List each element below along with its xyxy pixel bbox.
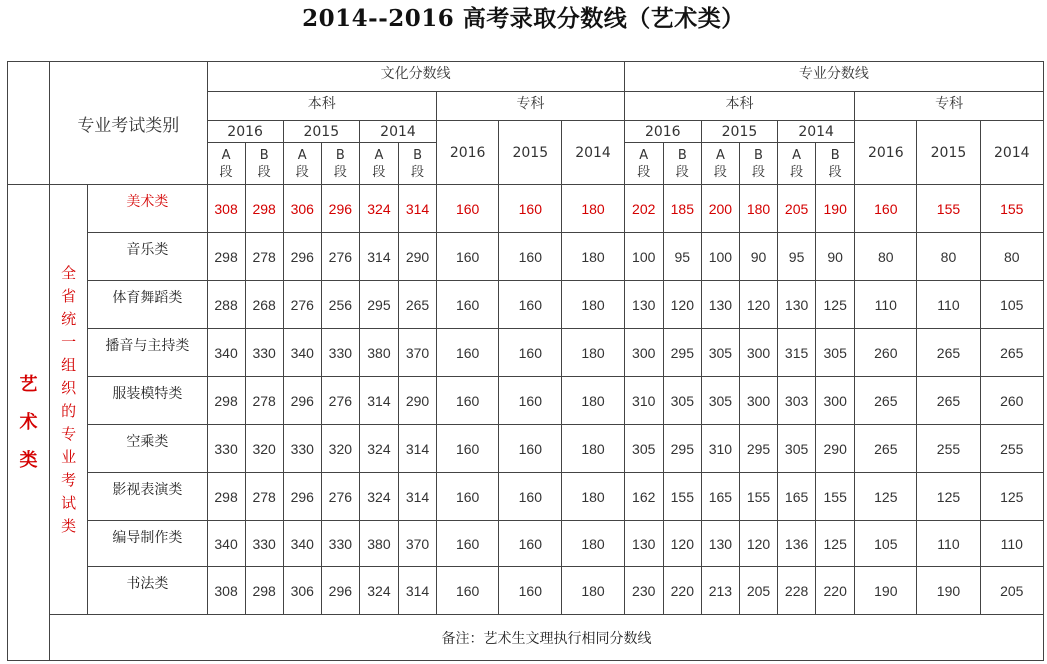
score-cell: 306 (283, 185, 321, 233)
culture-zhuanke-year-2014: 2014 (562, 121, 624, 185)
score-cell: 160 (437, 521, 499, 567)
culture-benke-year-2016: 2016 (207, 121, 283, 143)
score-cell: 330 (321, 521, 359, 567)
score-cell: 180 (562, 425, 624, 473)
score-cell: 110 (980, 521, 1043, 567)
culture-zhuanke: 专科 (437, 92, 625, 121)
table-row (8, 567, 1044, 615)
score-cell: 260 (855, 329, 917, 377)
unified-exam-label: 全省统一组织的专业考试类 (50, 185, 88, 615)
score-cell: 202 (624, 185, 663, 233)
score-cell: 220 (816, 567, 855, 615)
score-cell: 160 (437, 185, 499, 233)
score-cell: 100 (624, 233, 663, 281)
score-cell: 265 (855, 425, 917, 473)
segment-b-label: B段 (663, 143, 701, 185)
score-cell: 125 (917, 473, 980, 521)
score-cell: 324 (359, 567, 398, 615)
score-cell: 180 (739, 185, 777, 233)
score-cell: 296 (283, 377, 321, 425)
note-text: 备注：艺术生文理执行相同分数线 (50, 615, 1044, 661)
score-cell: 330 (245, 521, 283, 567)
culture-benke-year-2014: 2014 (359, 121, 436, 143)
score-cell: 315 (778, 329, 816, 377)
score-cell: 165 (701, 473, 739, 521)
score-cell: 265 (980, 329, 1043, 377)
score-cell: 298 (207, 377, 245, 425)
score-cell: 276 (321, 473, 359, 521)
score-cell: 255 (980, 425, 1043, 473)
score-cell: 180 (562, 329, 624, 377)
score-cell: 268 (245, 281, 283, 329)
score-cell: 278 (245, 233, 283, 281)
score-cell: 190 (917, 567, 980, 615)
score-cell: 298 (245, 567, 283, 615)
score-cell: 105 (980, 281, 1043, 329)
score-cell: 305 (816, 329, 855, 377)
score-cell: 305 (663, 377, 701, 425)
category-label: 体育舞蹈类 (88, 281, 207, 329)
table-row (8, 521, 1044, 567)
score-cell: 125 (816, 521, 855, 567)
score-cell: 298 (245, 185, 283, 233)
score-cell: 314 (398, 473, 436, 521)
score-cell: 305 (778, 425, 816, 473)
score-cell: 155 (917, 185, 980, 233)
category-label: 空乘类 (88, 425, 207, 473)
score-cell: 130 (624, 281, 663, 329)
table-row (8, 377, 1044, 425)
score-cell: 130 (701, 281, 739, 329)
table-row (8, 425, 1044, 473)
score-cell: 324 (359, 473, 398, 521)
culture-benke-year-2015: 2015 (283, 121, 359, 143)
score-cell: 190 (855, 567, 917, 615)
score-cell: 295 (359, 281, 398, 329)
score-cell: 160 (499, 521, 562, 567)
score-cell: 288 (207, 281, 245, 329)
score-cell: 278 (245, 473, 283, 521)
score-cell: 130 (778, 281, 816, 329)
score-cell: 130 (701, 521, 739, 567)
score-cell: 256 (321, 281, 359, 329)
score-cell: 296 (283, 233, 321, 281)
score-cell: 95 (663, 233, 701, 281)
culture-zhuanke-year-2016: 2016 (437, 121, 499, 185)
score-cell: 160 (437, 281, 499, 329)
score-cell: 305 (701, 377, 739, 425)
score-cell: 155 (739, 473, 777, 521)
segment-b-label: B段 (739, 143, 777, 185)
score-cell: 330 (283, 425, 321, 473)
score-cell: 105 (855, 521, 917, 567)
score-cell: 308 (207, 567, 245, 615)
score-cell: 340 (207, 329, 245, 377)
score-cell: 185 (663, 185, 701, 233)
score-cell: 162 (624, 473, 663, 521)
score-cell: 160 (437, 473, 499, 521)
score-cell: 314 (359, 377, 398, 425)
score-cell: 340 (207, 521, 245, 567)
culture-benke: 本科 (207, 92, 437, 121)
segment-b-label: B段 (816, 143, 855, 185)
score-cell: 303 (778, 377, 816, 425)
score-cell: 125 (816, 281, 855, 329)
score-cell: 276 (321, 233, 359, 281)
corner-left-blank (8, 62, 50, 185)
score-cell: 160 (499, 567, 562, 615)
score-cell: 190 (816, 185, 855, 233)
segment-a-label: A段 (624, 143, 663, 185)
score-cell: 298 (207, 233, 245, 281)
score-cell: 205 (778, 185, 816, 233)
score-cell: 370 (398, 329, 436, 377)
score-cell: 125 (855, 473, 917, 521)
score-cell: 340 (283, 521, 321, 567)
score-cell: 276 (321, 377, 359, 425)
score-cell: 136 (778, 521, 816, 567)
score-cell: 228 (778, 567, 816, 615)
score-cell: 200 (701, 185, 739, 233)
score-cell: 90 (739, 233, 777, 281)
score-cell: 160 (437, 567, 499, 615)
score-cell: 160 (499, 329, 562, 377)
professional-benke-year-2014: 2014 (778, 121, 855, 143)
score-cell: 314 (398, 185, 436, 233)
score-cell: 295 (739, 425, 777, 473)
score-cell: 205 (980, 567, 1043, 615)
score-cell: 290 (398, 377, 436, 425)
header-row-sections (8, 62, 1044, 92)
category-label: 影视表演类 (88, 473, 207, 521)
score-cell: 300 (816, 377, 855, 425)
score-cell: 110 (917, 521, 980, 567)
score-cell: 314 (398, 567, 436, 615)
segment-a-label: A段 (701, 143, 739, 185)
score-cell: 180 (562, 521, 624, 567)
professional-benke-year-2015: 2015 (701, 121, 777, 143)
table-row (8, 473, 1044, 521)
score-cell: 330 (207, 425, 245, 473)
score-cell: 324 (359, 185, 398, 233)
score-cell: 155 (980, 185, 1043, 233)
score-cell: 300 (739, 377, 777, 425)
score-cell: 160 (437, 425, 499, 473)
score-cell: 310 (701, 425, 739, 473)
score-cell: 120 (739, 281, 777, 329)
segment-b-label: B段 (398, 143, 436, 185)
score-cell: 160 (855, 185, 917, 233)
score-cell: 298 (207, 473, 245, 521)
note-row (8, 615, 1044, 661)
score-cell: 278 (245, 377, 283, 425)
segment-b-label: B段 (321, 143, 359, 185)
score-cell: 295 (663, 329, 701, 377)
score-cell: 305 (624, 425, 663, 473)
corner-label: 专业考试类别 (50, 62, 207, 185)
segment-a-label: A段 (359, 143, 398, 185)
score-cell: 95 (778, 233, 816, 281)
score-cell: 255 (917, 425, 980, 473)
category-label: 播音与主持类 (88, 329, 207, 377)
score-cell: 120 (663, 521, 701, 567)
score-cell: 180 (562, 233, 624, 281)
score-cell: 160 (499, 185, 562, 233)
score-cell: 340 (283, 329, 321, 377)
score-cell: 110 (855, 281, 917, 329)
professional-benke-year-2016: 2016 (624, 121, 701, 143)
category-label: 音乐类 (88, 233, 207, 281)
score-cell: 130 (624, 521, 663, 567)
score-cell: 180 (562, 473, 624, 521)
score-cell: 320 (245, 425, 283, 473)
score-cell: 370 (398, 521, 436, 567)
score-cell: 260 (980, 377, 1043, 425)
category-label: 书法类 (88, 567, 207, 615)
score-cell: 160 (499, 425, 562, 473)
score-cell: 290 (398, 233, 436, 281)
score-cell: 205 (739, 567, 777, 615)
score-cell: 330 (321, 329, 359, 377)
score-cell: 160 (499, 233, 562, 281)
score-cell: 265 (398, 281, 436, 329)
score-cell: 324 (359, 425, 398, 473)
score-cell: 120 (739, 521, 777, 567)
score-cell: 265 (917, 329, 980, 377)
score-cell: 380 (359, 329, 398, 377)
score-cell: 110 (917, 281, 980, 329)
score-cell: 276 (283, 281, 321, 329)
score-cell: 300 (624, 329, 663, 377)
score-cell: 80 (980, 233, 1043, 281)
score-cell: 296 (321, 567, 359, 615)
score-cell: 300 (739, 329, 777, 377)
segment-b-label: B段 (245, 143, 283, 185)
table-row (8, 185, 1044, 233)
score-cell: 265 (917, 377, 980, 425)
score-cell: 160 (499, 377, 562, 425)
score-cell: 155 (663, 473, 701, 521)
score-cell: 125 (980, 473, 1043, 521)
score-cell: 230 (624, 567, 663, 615)
score-cell: 165 (778, 473, 816, 521)
score-cell: 330 (245, 329, 283, 377)
score-cell: 160 (437, 329, 499, 377)
score-cell: 290 (816, 425, 855, 473)
professional-benke: 本科 (624, 92, 855, 121)
score-cell: 380 (359, 521, 398, 567)
table-row (8, 281, 1044, 329)
category-label: 服装模特类 (88, 377, 207, 425)
category-label: 编导制作类 (88, 521, 207, 567)
score-cell: 265 (855, 377, 917, 425)
score-cell: 180 (562, 567, 624, 615)
score-cell: 90 (816, 233, 855, 281)
score-cell: 320 (321, 425, 359, 473)
score-cell: 296 (321, 185, 359, 233)
score-cell: 120 (663, 281, 701, 329)
culture-zhuanke-year-2015: 2015 (499, 121, 562, 185)
score-cell: 310 (624, 377, 663, 425)
score-cell: 160 (437, 233, 499, 281)
score-cell: 296 (283, 473, 321, 521)
score-cell: 220 (663, 567, 701, 615)
page-title: 2014--2016 高考录取分数线（艺术类） (302, 5, 745, 32)
category-label: 美术类 (88, 185, 207, 233)
professional-zhuanke: 专科 (855, 92, 1044, 121)
score-cell: 314 (359, 233, 398, 281)
score-cell: 80 (917, 233, 980, 281)
table-row (8, 233, 1044, 281)
score-cell: 100 (701, 233, 739, 281)
segment-a-label: A段 (283, 143, 321, 185)
score-cell: 308 (207, 185, 245, 233)
segment-a-label: A段 (207, 143, 245, 185)
score-cell: 180 (562, 377, 624, 425)
score-cell: 295 (663, 425, 701, 473)
score-cell: 213 (701, 567, 739, 615)
section-professional: 专业分数线 (624, 62, 1043, 92)
score-cell: 314 (398, 425, 436, 473)
professional-zhuanke-year-2016: 2016 (855, 121, 917, 185)
score-cell: 180 (562, 281, 624, 329)
score-cell: 180 (562, 185, 624, 233)
score-cell: 80 (855, 233, 917, 281)
score-cell: 160 (499, 473, 562, 521)
section-culture: 文化分数线 (207, 62, 624, 92)
score-table (7, 61, 1044, 661)
score-cell: 305 (701, 329, 739, 377)
segment-a-label: A段 (778, 143, 816, 185)
professional-zhuanke-year-2014: 2014 (980, 121, 1043, 185)
professional-zhuanke-year-2015: 2015 (917, 121, 980, 185)
score-cell: 160 (499, 281, 562, 329)
score-cell: 306 (283, 567, 321, 615)
score-cell: 160 (437, 377, 499, 425)
table-row (8, 329, 1044, 377)
score-cell: 155 (816, 473, 855, 521)
group-label: 艺术类 (8, 185, 50, 661)
